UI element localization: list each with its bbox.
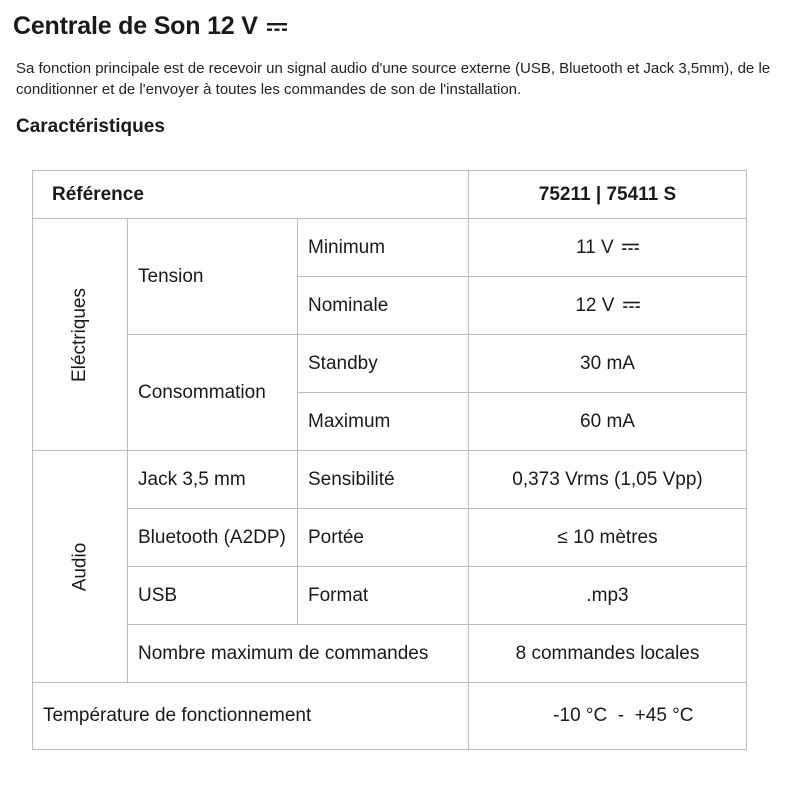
consommation-label: Consommation	[128, 335, 298, 451]
tension-nominale-label: Nominale	[298, 277, 469, 335]
temperature-value	[469, 683, 747, 750]
table-row-tension-minimum	[33, 219, 747, 277]
temperature-label: Température de fonctionnement	[33, 683, 469, 750]
consommation-standby-label: Standby	[298, 335, 469, 393]
table-row-max-commandes	[33, 625, 747, 683]
bluetooth-param: Portée	[298, 509, 469, 567]
max-commandes-value: 8 commandes locales	[469, 625, 747, 683]
max-commandes-label: Nombre maximum de commandes	[128, 625, 469, 683]
tension-nominale-value	[469, 277, 747, 335]
tension-minimum-label: Minimum	[298, 219, 469, 277]
table-row-usb	[33, 567, 747, 625]
usb-value: .mp3	[469, 567, 747, 625]
tension-minimum-value	[469, 219, 747, 277]
section-title: Caractéristiques	[16, 116, 165, 137]
reference-value: 75211 | 75411 S	[469, 171, 747, 219]
reference-label: Référence	[33, 171, 469, 219]
page-title-text: Centrale de Son 12 V	[13, 12, 258, 40]
jack-value: 0,373 Vrms (1,05 Vpp)	[469, 451, 747, 509]
jack-param: Sensibilité	[298, 451, 469, 509]
table-row-bluetooth	[33, 509, 747, 567]
bluetooth-label: Bluetooth (A2DP)	[128, 509, 298, 567]
tension-minimum-text: 11 V	[576, 236, 614, 258]
consommation-standby-value: 30 mA	[469, 335, 747, 393]
table-row-reference	[33, 171, 747, 219]
tension-nominale-text: 12 V	[575, 294, 615, 316]
specifications-table	[32, 170, 747, 750]
dc-voltage-icon	[267, 21, 287, 33]
usb-param: Format	[298, 567, 469, 625]
bluetooth-value: ≤ 10 mètres	[469, 509, 747, 567]
temperature-text: -10 °C - +45 °C	[553, 705, 694, 726]
table-row-jack	[33, 451, 747, 509]
intro-paragraph: Sa fonction principale est de recevoir un signal audio d'une source externe (USB, Bluetooth et Jack 3,5mm), de le conditionner et de l'envoyer à toutes les commandes de son de l'installation.	[16, 60, 771, 98]
dc-voltage-icon	[623, 300, 640, 310]
group-electriques-label: Eléctriques	[69, 287, 90, 382]
usb-label: USB	[128, 567, 298, 625]
consommation-maximum-label: Maximum	[298, 393, 469, 451]
table-row-consommation-standby	[33, 335, 747, 393]
page-title	[13, 12, 287, 41]
dc-voltage-icon	[622, 242, 639, 252]
jack-label: Jack 3,5 mm	[128, 451, 298, 509]
consommation-maximum-value: 60 mA	[469, 393, 747, 451]
group-electriques	[33, 219, 128, 451]
table-row-temperature	[33, 683, 747, 750]
group-audio	[33, 451, 128, 683]
group-audio-label: Audio	[68, 542, 90, 591]
tension-label: Tension	[128, 219, 298, 335]
